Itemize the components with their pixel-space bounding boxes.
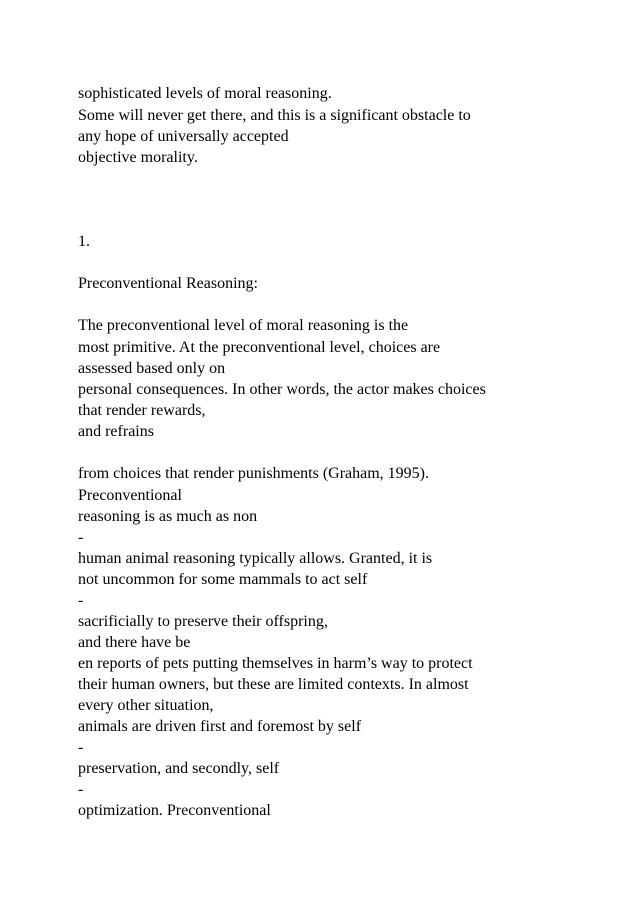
section-number: 1. [78, 233, 90, 250]
text-line: human animal reasoning typically allows. Granted, it is [78, 550, 433, 567]
text-line: Some will never get there, and this is a significant obstacle to [78, 107, 471, 124]
text-line: assessed based only on [78, 360, 226, 377]
text-line: that render rewards, [78, 402, 206, 419]
text-line: personal consequences. In other words, the actor makes choices [78, 381, 486, 398]
text-line: their human owners, but these are limited contexts. In almost [78, 676, 469, 693]
text-line: from choices that render punishments (Graham, 1995). [78, 465, 430, 482]
text-line: objective morality. [78, 149, 198, 166]
text-line: every other situation, [78, 697, 214, 714]
text-line: Preconventional [78, 487, 182, 504]
text-line: sacrificially to preserve their offspring, [78, 613, 328, 630]
text-line: reasoning is as much as non [78, 508, 258, 525]
text-line: The preconventional level of moral reasoning is the [78, 317, 409, 334]
text-line: preservation, and secondly, self [78, 760, 280, 777]
text-line: - [78, 592, 84, 609]
text-line: - [78, 739, 84, 756]
text-line: any hope of universally accepted [78, 128, 289, 145]
text-line: en reports of pets putting themselves in harm’s way to protect [78, 655, 473, 672]
section-heading: Preconventional Reasoning: [78, 275, 258, 292]
text-line: - [78, 781, 84, 798]
text-line: optimization. Preconventional [78, 802, 271, 819]
text-line: animals are driven first and foremost by self [78, 718, 362, 735]
text-line: - [78, 529, 84, 546]
text-line: and there have be [78, 634, 191, 651]
text-line: not uncommon for some mammals to act self [78, 571, 368, 588]
text-line: sophisticated levels of moral reasoning. [78, 85, 332, 102]
text-line: and refrains [78, 423, 154, 440]
text-line: most primitive. At the preconventional level, choices are [78, 339, 441, 356]
